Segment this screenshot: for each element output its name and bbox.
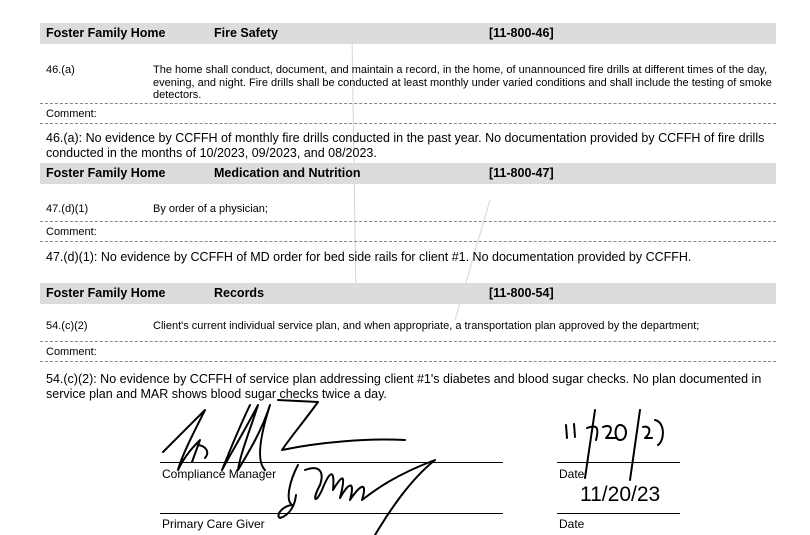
primary-care-giver-label: Primary Care Giver [162,517,265,531]
facility-type: Foster Family Home [46,26,166,40]
comment-text: 47.(d)(1): No evidence by CCFFH of MD order for bed side rails for client #1. No documentation provided by CCFFH. [46,250,692,264]
section-title: Records [214,286,265,300]
compliance-manager-signature [163,400,318,470]
section-code: [11-800-54] [489,286,554,300]
compliance-manager-label: Compliance Manager [162,467,277,481]
date-label: Date [559,517,585,531]
regulation-id: 47.(d)(1) [46,203,89,215]
regulation-text: The home shall conduct, document, and maintain a record, in the home, of unannounced fire drills at different times of the day, evening, and night. Fire drills shall be conducted at least monthly under varied conditions and shall include the testing of smoke detectors. [153,64,772,101]
regulation-text: By order of a physician; [153,203,268,215]
typed-date: 11/20/23 [580,483,661,506]
section-title: Fire Safety [214,26,278,40]
comment-label: Comment: [46,346,97,358]
section-title: Medication and Nutrition [214,166,361,180]
comment-text: 46.(a): No evidence by CCFFH of monthly fire drills conducted in the past year. No documentation provided by CCFFH of fire drills conducted in the months of 10/2023, 09/2023, and 08/2023. [46,131,765,160]
facility-type: Foster Family Home [46,166,166,180]
date-label: Date [559,467,585,481]
comment-label: Comment: [46,108,97,120]
section-code: [11-800-47] [489,166,554,180]
comment-label: Comment: [46,226,97,238]
regulation-id: 54.(c)(2) [46,320,88,332]
primary-care-giver-signature [278,460,435,535]
regulation-text: Client's current individual service plan, and when appropriate, a transportation plan approved by the department; [153,320,700,332]
compliance-manager-signature-2 [282,402,405,450]
regulation-id: 46.(a) [46,64,75,76]
section-code: [11-800-46] [489,26,554,40]
comment-text: 54.(c)(2): No evidence by CCFFH of service plan addressing client #1's diabetes and blood sugar checks. No plan documented in service plan and MAR shows blood sugar checks twice a day. [46,372,762,401]
handwritten-date [566,410,663,480]
facility-type: Foster Family Home [46,286,166,300]
